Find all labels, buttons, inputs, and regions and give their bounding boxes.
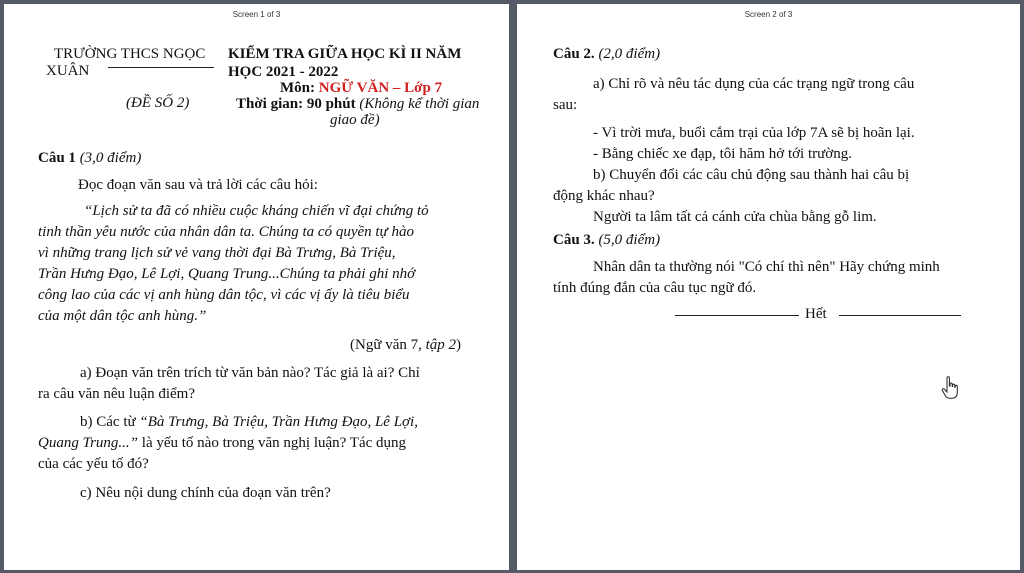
exam-code: (ĐỀ SỐ 2) bbox=[126, 95, 190, 111]
question-1b-cont: Quang Trung...” là yếu tố nào trong văn nghị luận? Tác dụng bbox=[38, 435, 407, 451]
end-rule-left bbox=[675, 315, 799, 316]
question-1a: a) Đoạn văn trên trích từ văn bản nào? Tác giả là ai? Chỉ bbox=[80, 365, 420, 381]
question-1b-cont2: của các yếu tố đó? bbox=[38, 456, 149, 472]
exam-title-line1: KIỂM TRA GIỮA HỌC KÌ II NĂM bbox=[228, 46, 462, 62]
time-note: (Không kể thời gian bbox=[359, 96, 480, 112]
passage-line: Trần Hưng Đạo, Lê Lợi, Quang Trung...Chúng ta phải ghi nhớ bbox=[38, 266, 416, 282]
question-2b-cont: động khác nhau? bbox=[553, 188, 655, 204]
end-marker: Hết bbox=[805, 306, 827, 322]
subject-value: NGỮ VĂN – Lớp 7 bbox=[318, 80, 443, 96]
question-1b: b) Các từ “Bà Trưng, Bà Triệu, Trần Hưng Đạo, Lê Lợi, bbox=[80, 414, 418, 430]
question-1-heading: Câu 1 (3,0 điểm) bbox=[38, 150, 142, 166]
example-sentence-1: - Vì trời mưa, buổi cắm trại của lớp 7A sẽ bị hoãn lại. bbox=[593, 125, 915, 141]
question-3-heading: Câu 3. (5,0 điểm) bbox=[553, 232, 661, 248]
document-page-1 bbox=[4, 4, 509, 570]
question-2a: a) Chỉ rõ và nêu tác dụng của các trạng ngữ trong câu bbox=[593, 76, 915, 92]
school-name-line2: XUÂN bbox=[46, 63, 90, 79]
question-2-heading: Câu 2. (2,0 điểm) bbox=[553, 46, 661, 62]
time-note-line2: giao đề) bbox=[330, 112, 380, 128]
school-name-line1: TRƯỜNG THCS NGỌC bbox=[54, 46, 206, 62]
header-divider bbox=[108, 67, 214, 68]
exam-title-line2: HỌC 2021 - 2022 bbox=[228, 64, 339, 80]
passage-line: tinh thần yêu nước của nhân dân ta. Chúng ta có quyền tự hào bbox=[38, 224, 414, 240]
passage-line: “Lịch sử ta đã có nhiều cuộc kháng chiến vĩ đại chứng tỏ bbox=[84, 203, 429, 219]
end-rule-right bbox=[839, 315, 961, 316]
question-2a-cont: sau: bbox=[553, 97, 578, 113]
passage-line: vì những trang lịch sử vẻ vang thời đại Bà Trưng, Bà Triệu, bbox=[38, 245, 396, 261]
subject-label: Môn: bbox=[280, 80, 319, 96]
question-1a-cont: ra câu văn nêu luận điểm? bbox=[38, 386, 196, 402]
document-page-2 bbox=[517, 4, 1020, 570]
passage-source: (Ngữ văn 7, tập 2) bbox=[350, 337, 462, 353]
screen-label: Screen 1 of 3 bbox=[232, 10, 281, 19]
question-3-cont: tính đúng đắn của câu tục ngữ đó. bbox=[553, 280, 757, 296]
question-1c: c) Nêu nội dung chính của đoạn văn trên? bbox=[80, 485, 331, 501]
question-3: Nhân dân ta thường nói "Có chí thì nên" Hãy chứng minh bbox=[593, 259, 940, 275]
hand-pointer-icon bbox=[941, 376, 959, 400]
screen-label: Screen 2 of 3 bbox=[744, 10, 793, 19]
time-label: Thời gian: 90 phút bbox=[236, 96, 356, 112]
example-sentence-3: Người ta lâm tất cả cánh cửa chùa bằng gỗ lim. bbox=[593, 209, 877, 225]
example-sentence-2: - Bằng chiếc xe đạp, tôi hăm hở tới trường. bbox=[593, 146, 852, 162]
question-1-instruction: Đọc đoạn văn sau và trả lời các câu hỏi: bbox=[78, 177, 318, 193]
passage-line: của một dân tộc anh hùng.” bbox=[38, 308, 207, 324]
passage-line: công lao của các vị anh hùng dân tộc, vì các vị ấy là tiêu biểu bbox=[38, 287, 410, 303]
question-2b: b) Chuyển đổi các câu chủ động sau thành hai câu bị bbox=[593, 167, 910, 183]
